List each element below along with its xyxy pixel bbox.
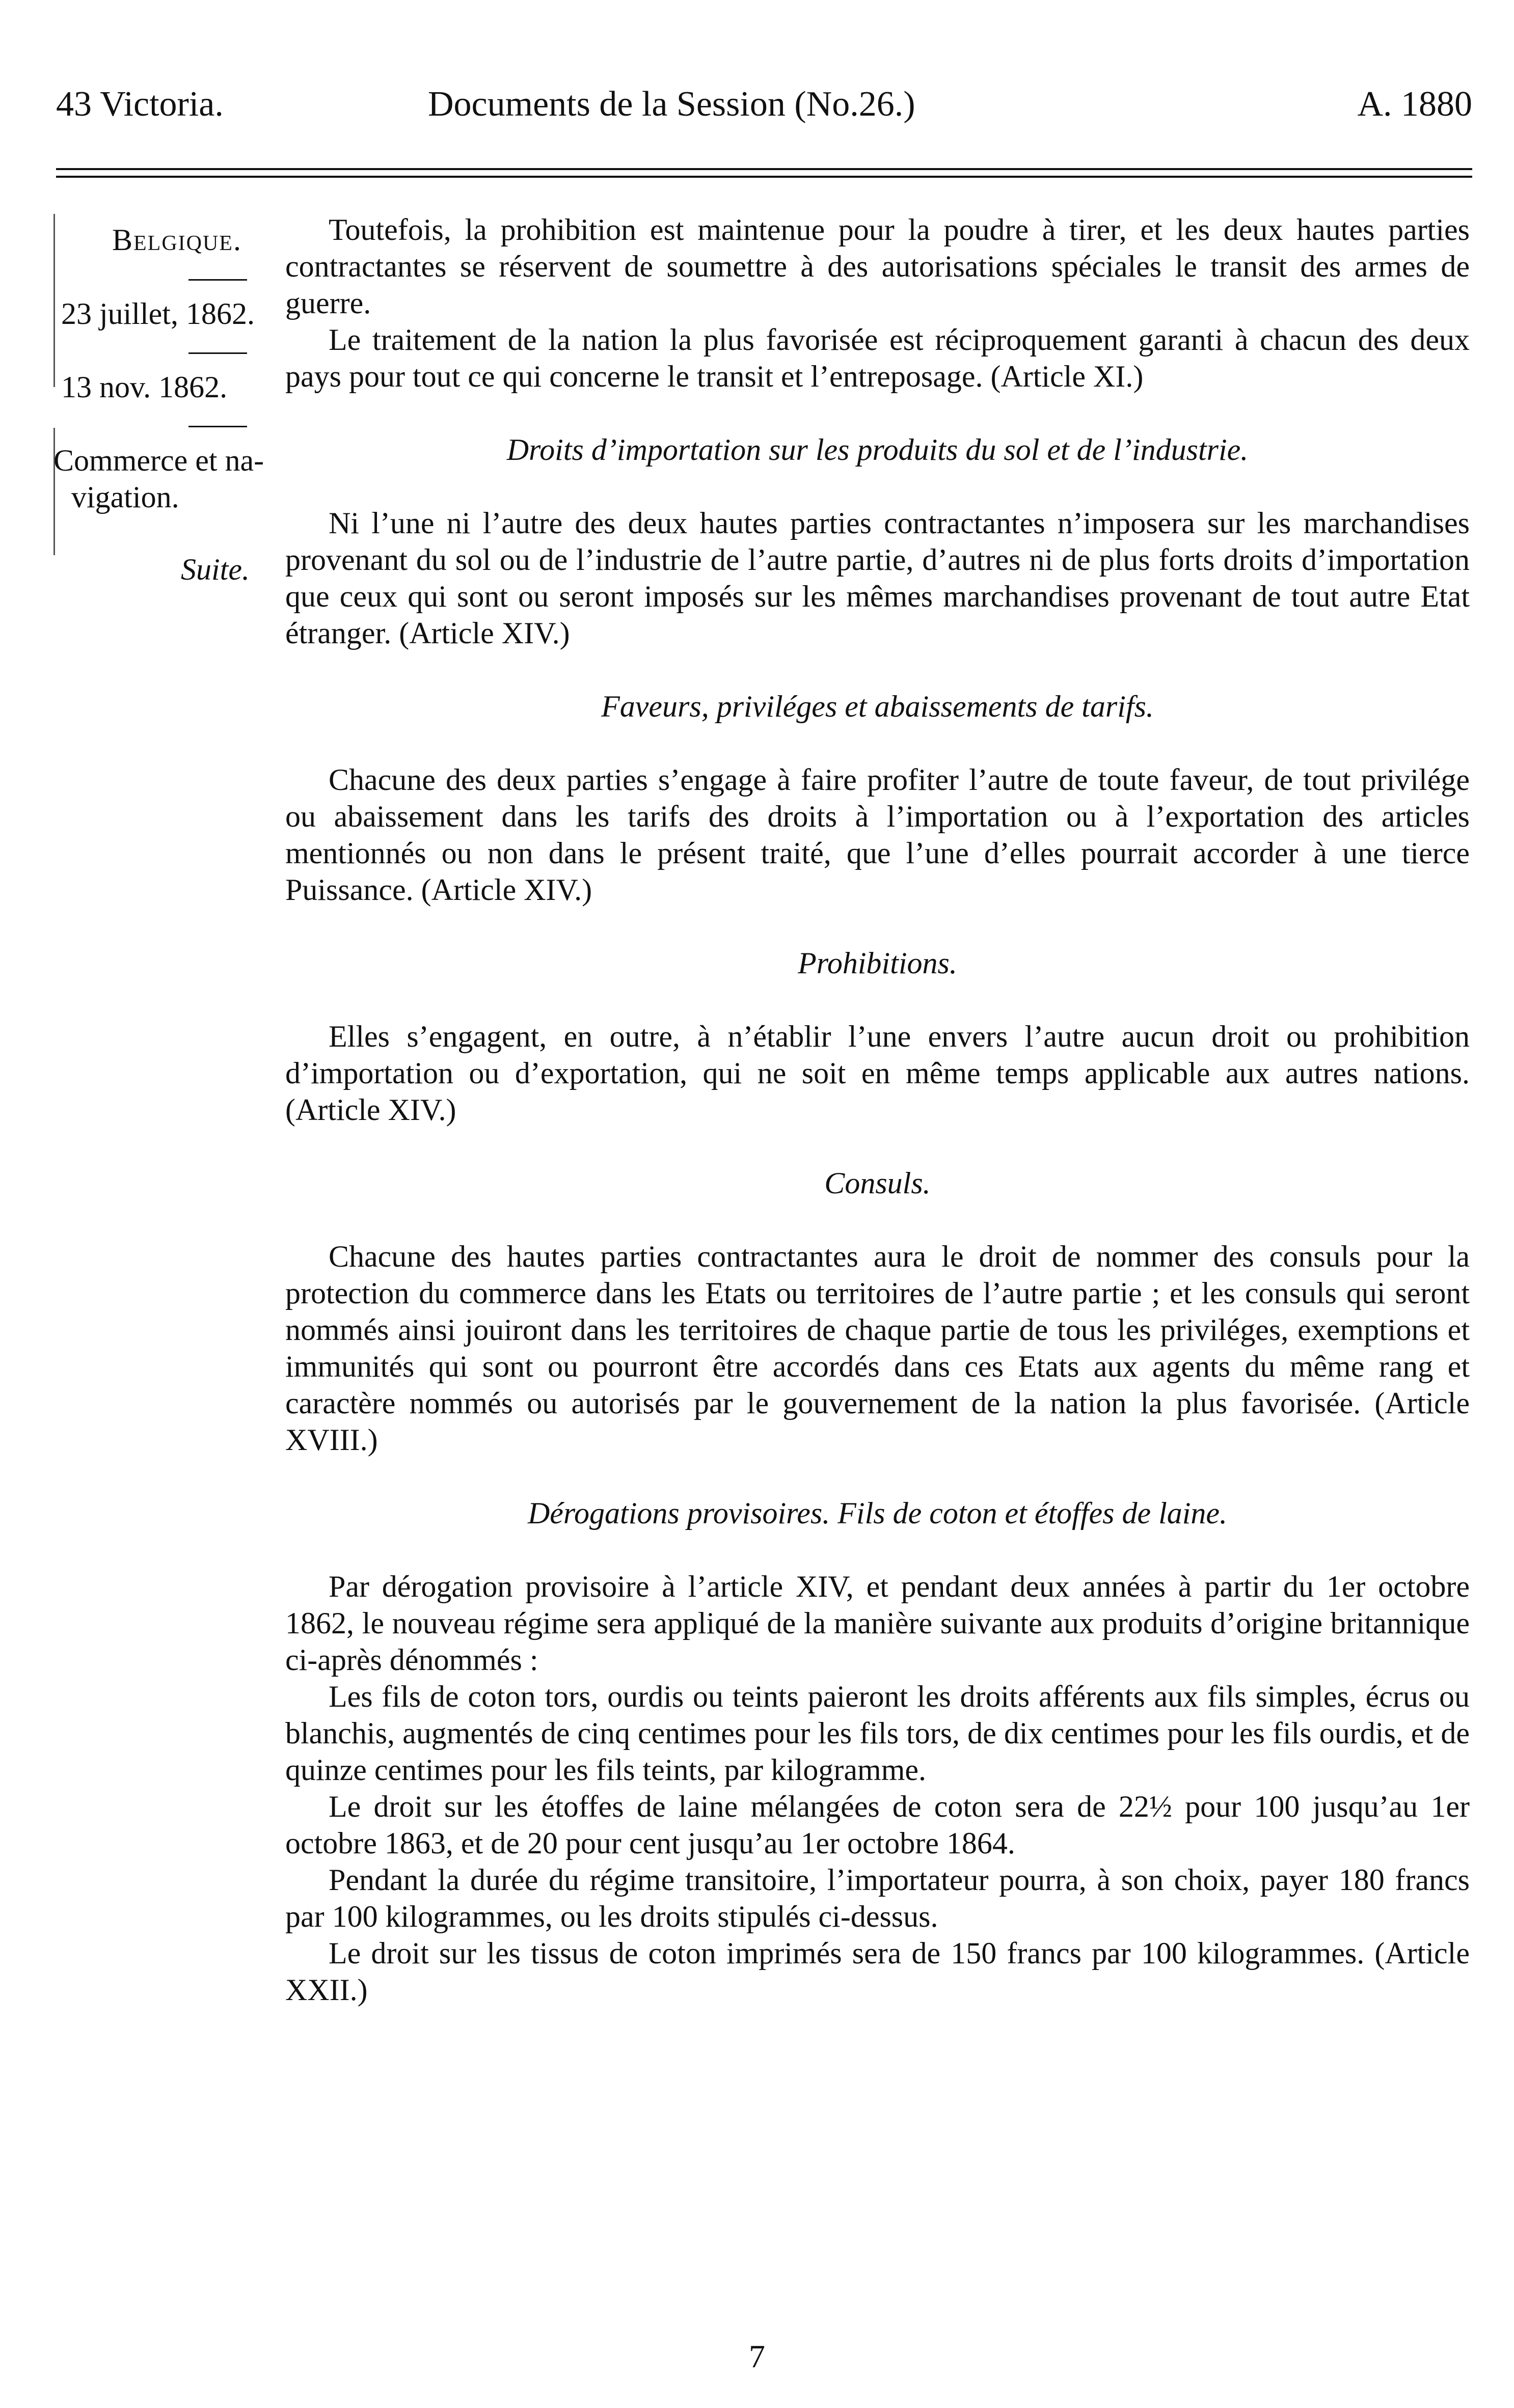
- page-number: 7: [749, 2338, 765, 2374]
- margin-dash: [188, 279, 247, 281]
- paragraph: Toutefois, la prohibition est maintenue pour la poudre à tirer, et les deux hautes parties contractantes se réservent de soumettre à des autorisations spéciales le transit des armes de guerre.: [285, 213, 1470, 320]
- page-header: [56, 84, 1472, 140]
- margin-date-1: 23 juillet, 1862.: [61, 297, 255, 331]
- margin-subject: Commerce et na-: [53, 444, 264, 477]
- paragraph: Le traitement de la nation la plus favorisée est réciproquement garanti à chacun des deux pays pour tout ce qui concerne le transit et l’entreposage. (Article XI.): [285, 323, 1470, 393]
- section-heading: Droits d’importation sur les produits du sol et de l’industrie.: [506, 433, 1249, 467]
- margin-dash: [188, 426, 247, 427]
- margin-left-rule: [53, 214, 55, 387]
- paragraph: Chacune des deux parties s’engage à faire profiter l’autre de toute faveur, de tout privilége ou abaissement dans les tarifs des droits à l’importation ou à l’exportation des articles mentionnés ou non dans le présent traité, que l’une d’elles pourrait accorder à une tierce Puissance. (Article XIV.): [285, 763, 1470, 907]
- paragraph: Le droit sur les tissus de coton imprimés sera de 150 francs par 100 kilogrammes. (Article XXII.): [285, 1936, 1470, 2007]
- paragraph: Le droit sur les étoffes de laine mélangées de coton sera de 22½ pour 100 jusqu’au 1er octobre 1863, et de 20 pour cent jusqu’au 1er octobre 1864.: [285, 1790, 1470, 1860]
- section-heading: Consuls.: [824, 1166, 931, 1200]
- section-heading: Dérogations provisoires. Fils de coton et étoffes de laine.: [527, 1496, 1228, 1530]
- paragraph: Elles s’engagent, en outre, à n’établir l’une envers l’autre aucun droit ou prohibition d’importation ou d’exportation, qui ne soit en même temps applicable aux autres nations. (Article XIV.): [285, 1020, 1470, 1127]
- margin-subject-cont: vigation.: [71, 480, 179, 514]
- header-rule-bottom: [56, 176, 1472, 178]
- paragraph: Chacune des hautes parties contractantes aura le droit de nommer des consuls pour la protection du commerce dans les Etats ou territoires de l’autre partie ; et les consuls qui seront nommés ainsi jouiront dans les territoires de chaque partie de tous les priviléges, exemptions et immunités qui sont ou pourront être accordés dans ces Etats aux agents du même rang et caractère nommés ou autorisés par le gouvernement de la nation la plus favorisée. (Article XVIII.): [285, 1240, 1470, 1457]
- paragraph: Par dérogation provisoire à l’article XIV, et pendant deux années à partir du 1er octobre 1862, le nouveau régime sera appliqué de la manière suivante aux produits d’origine britannique ci-après dénommés :: [285, 1570, 1470, 1677]
- header-title: Documents de la Session (No.26.): [428, 85, 915, 124]
- header-rule-top: [56, 168, 1472, 170]
- header-year: A. 1880: [1357, 85, 1472, 124]
- paragraph: Les fils de coton tors, ourdis ou teints paieront les droits afférents aux fils simples, écrus ou blanchis, augmentés de cinq centimes pour les fils tors, de dix centimes pour les fils ourdis, et de quinze centimes pour les fils teints, par kilogramme.: [285, 1680, 1470, 1787]
- paragraph: Ni l’une ni l’autre des deux hautes parties contractantes n’imposera sur les marchandises provenant du sol ou de l’industrie de l’autre partie, d’autres ni de plus forts droits d’importation que ceux qui sont ou seront imposés sur les mêmes marchandises provenant de tout autre Etat étranger. (Article XIV.): [285, 506, 1470, 650]
- margin-dash: [188, 352, 247, 354]
- section-heading: Prohibitions.: [798, 946, 957, 980]
- paragraph: Pendant la durée du régime transitoire, l’importateur pourra, à son choix, payer 180 francs par 100 kilogrammes, ou les droits stipulés ci-dessus.: [285, 1863, 1470, 1933]
- margin-date-2: 13 nov. 1862.: [61, 370, 228, 404]
- header-volume: 43 Victoria.: [56, 85, 224, 124]
- main-text: [285, 211, 1470, 2008]
- margin-country: Belgique.: [112, 223, 242, 257]
- margin-suite: Suite.: [181, 553, 250, 586]
- section-heading: Faveurs, priviléges et abaissements de tarifs.: [601, 690, 1154, 723]
